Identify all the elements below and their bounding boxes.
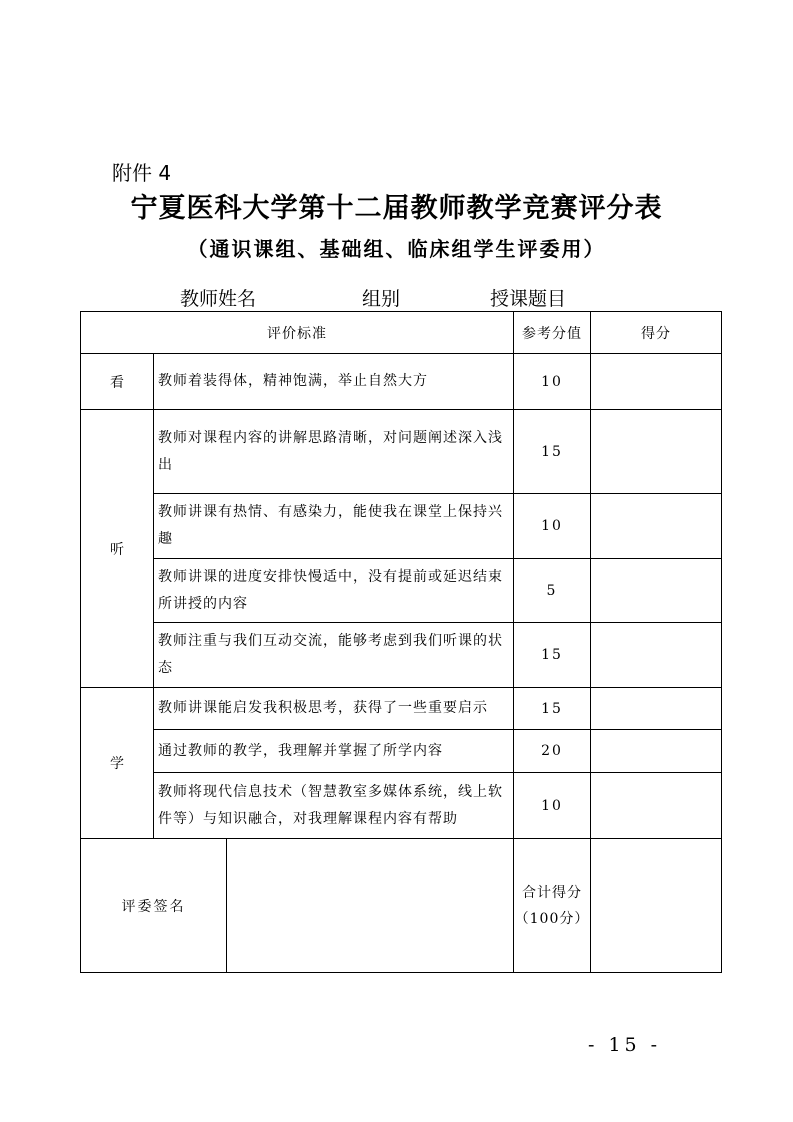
total-score-field[interactable]: [591, 839, 722, 973]
table-row: [81, 559, 722, 623]
signature-label: 评委签名: [81, 839, 227, 973]
ref-score-cell: 20: [514, 730, 591, 773]
signature-field[interactable]: [227, 839, 514, 973]
table-row: [81, 623, 722, 688]
group-label: 组别: [362, 288, 401, 310]
ref-score-cell: 15: [514, 688, 591, 730]
total-score-label: [514, 839, 591, 973]
page-number: - 15 -: [588, 1034, 662, 1056]
score-input-cell[interactable]: [591, 730, 722, 773]
header-row: [81, 312, 722, 354]
score-input-cell[interactable]: [591, 559, 722, 623]
ref-score-cell: 15: [514, 623, 591, 688]
scoring-table: [80, 311, 722, 973]
teacher-name-label: 教师姓名: [180, 288, 257, 310]
score-input-cell[interactable]: [591, 688, 722, 730]
total-label: 合计得分: [522, 884, 583, 901]
total-max-label: （100分）: [514, 910, 590, 927]
criterion-cell: 教师讲课能启发我积极思考，获得了一些重要启示: [154, 688, 514, 730]
criterion-cell: 教师讲课的进度安排快慢适中，没有提前或延迟结束所讲授的内容: [154, 559, 514, 623]
attachment-label: 附件 4: [112, 161, 172, 185]
criterion-cell: 教师着装得体，精神饱满，举止自然大方: [154, 354, 514, 410]
table-row: [81, 688, 722, 730]
table-row: [81, 494, 722, 559]
ref-score-cell: 5: [514, 559, 591, 623]
table-row: [81, 730, 722, 773]
criterion-cell: 教师将现代信息技术（智慧教室多媒体系统，线上软件等）与知识融合，对我理解课程内容有帮助: [154, 773, 514, 839]
score-input-cell[interactable]: [591, 773, 722, 839]
criterion-cell: 教师注重与我们互动交流，能够考虑到我们听课的状态: [154, 623, 514, 688]
ref-score-cell: 10: [514, 354, 591, 410]
score-input-cell[interactable]: [591, 354, 722, 410]
signature-row: [81, 839, 722, 973]
ref-score-cell: 10: [514, 494, 591, 559]
score-input-cell[interactable]: [591, 410, 722, 494]
document-title: 宁夏医科大学第十二届教师教学竞赛评分表: [130, 193, 663, 224]
table-row: [81, 410, 722, 494]
topic-label: 授课题目: [490, 288, 567, 310]
score-input-cell[interactable]: [591, 623, 722, 688]
table-row: [81, 354, 722, 410]
header-criteria: 评价标准: [81, 312, 514, 354]
document-subtitle: （通识课组、基础组、临床组学生评委用）: [187, 237, 606, 261]
criterion-cell: 教师讲课有热情、有感染力，能使我在课堂上保持兴趣: [154, 494, 514, 559]
header-score: 得分: [591, 312, 722, 354]
ref-score-cell: 10: [514, 773, 591, 839]
table-row: [81, 773, 722, 839]
category-cell-look: 看: [81, 354, 154, 410]
category-cell-learn: 学: [81, 688, 154, 839]
ref-score-cell: 15: [514, 410, 591, 494]
category-cell-listen: 听: [81, 410, 154, 688]
criterion-cell: 通过教师的教学，我理解并掌握了所学内容: [154, 730, 514, 773]
criterion-cell: 教师对课程内容的讲解思路清晰，对问题阐述深入浅出: [154, 410, 514, 494]
score-input-cell[interactable]: [591, 494, 722, 559]
header-ref-score: 参考分值: [514, 312, 591, 354]
